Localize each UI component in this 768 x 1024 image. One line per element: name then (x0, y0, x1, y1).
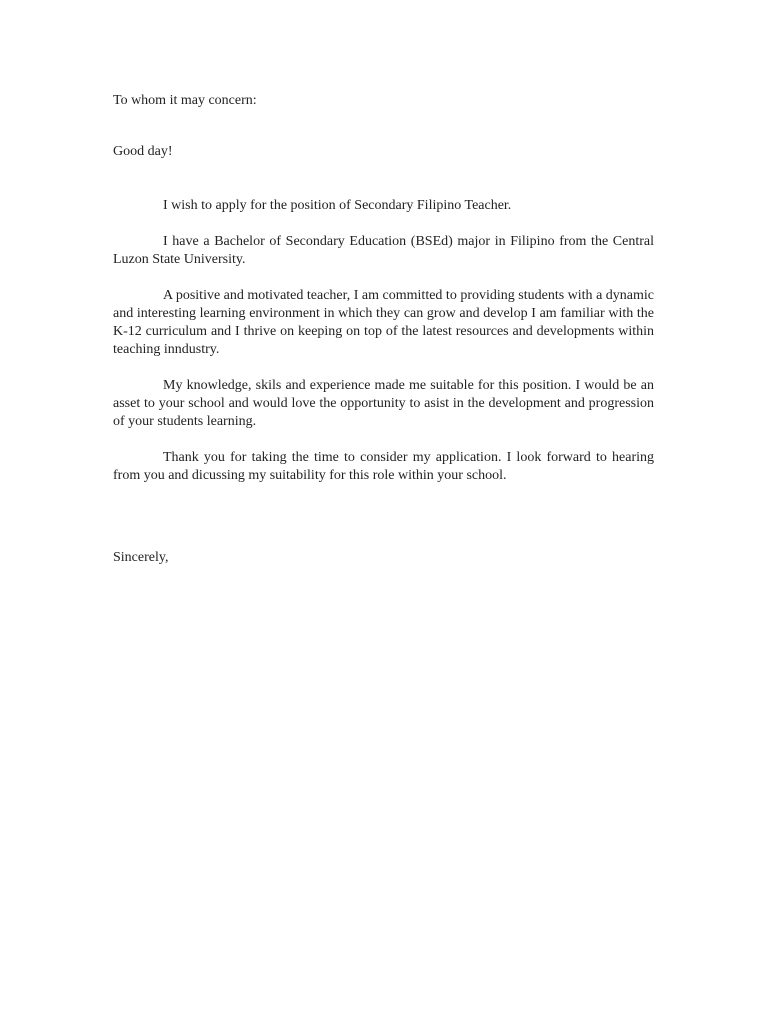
cover-letter (113, 92, 654, 567)
letter-paragraph-application: I wish to apply for the position of Secondary Filipino Teacher. (163, 198, 512, 213)
letter-greeting: Good day! (113, 144, 173, 159)
letter-paragraph-suitability: My knowledge, skils and experience made me suitable for this position. I would be an asset to your school and would love the opportunity to asist in the development and progression of your students learning. (113, 378, 654, 429)
letter-paragraph-education: I have a Bachelor of Secondary Education (BSEd) major in Filipino from the Central Luzon State University. (113, 234, 654, 267)
letter-paragraph-thanks: Thank you for taking the time to consider my application. I look forward to hearing from you and dicussing my suitability for this role within your school. (113, 450, 654, 483)
letter-paragraph-qualities: A positive and motivated teacher, I am committed to providing students with a dynamic and interesting learning environment in which they can grow and develop I am familiar with the K-12 curriculum and I thrive on keeping on top of the latest resources and developments within teaching inndustry. (113, 288, 654, 357)
letter-salutation: To whom it may concern: (113, 93, 257, 108)
letter-closing: Sincerely, (113, 550, 169, 565)
